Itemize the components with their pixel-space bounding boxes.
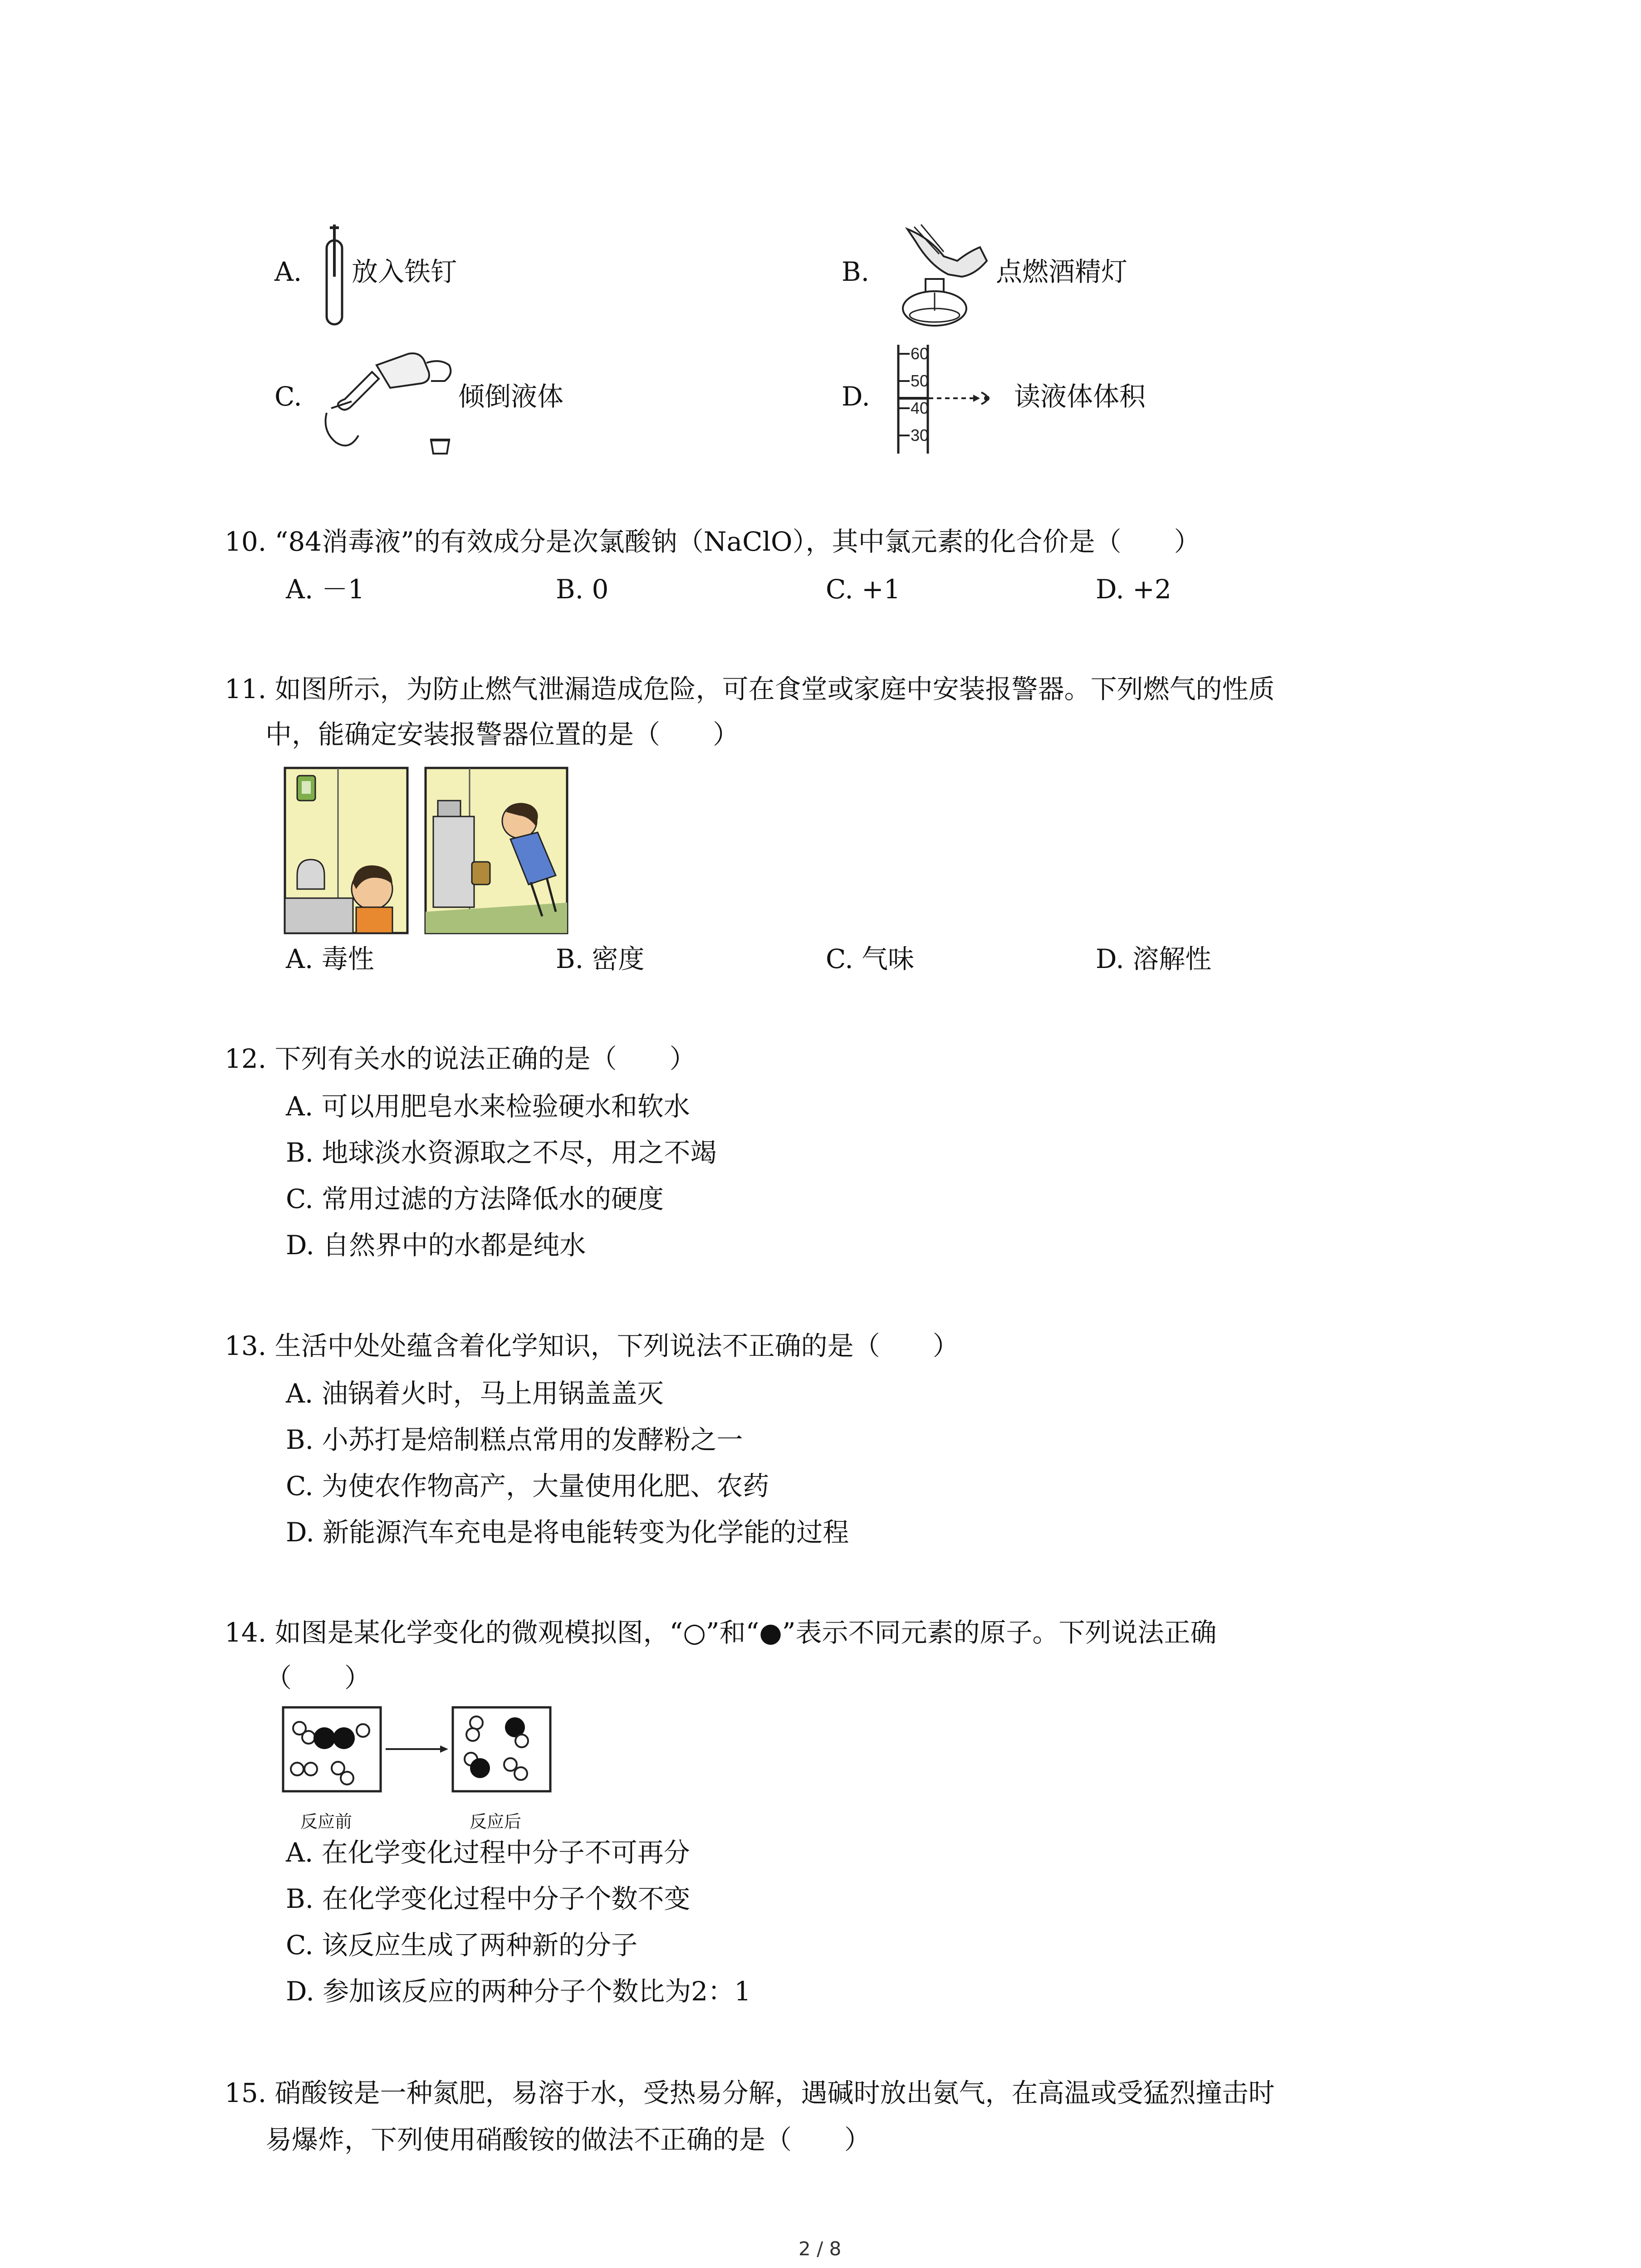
graduated-cylinder-icon — [887, 340, 1005, 458]
question-stem: 13. 生活中处处蕴含着化学知识，下列说法不正确的是（ ） — [225, 1330, 959, 1361]
option-letter: C. — [274, 381, 302, 412]
reaction-model-diagram — [281, 1706, 554, 1796]
alcohol-lamp-icon — [889, 220, 994, 333]
gas-alarm-illustration — [284, 767, 569, 934]
option-b: B. 在化学变化过程中分子个数不变 — [286, 1883, 691, 1914]
tick-label: 40 — [911, 399, 929, 417]
option-text: 倾倒液体 — [458, 381, 564, 412]
option-letter: A. — [274, 256, 302, 287]
tick-label: 60 — [911, 344, 929, 363]
option-b: B. 地球淡水资源取之不尽，用之不竭 — [286, 1137, 717, 1168]
option-letter: B. — [842, 256, 870, 287]
question-stem-line-2: （ ） — [265, 1662, 371, 1693]
option-b: B. 小苏打是焙制糕点常用的发酵粉之一 — [286, 1424, 743, 1455]
option-text: 放入铁钉 — [352, 256, 457, 287]
option-d: D. 参加该反应的两种分子个数比为2：1 — [286, 1976, 751, 2007]
option-b: B. 密度 — [556, 943, 645, 974]
question-stem: 12. 下列有关水的说法正确的是（ ） — [225, 1043, 696, 1074]
option-text: 读液体体积 — [1014, 381, 1146, 412]
option-c: C. +1 — [826, 574, 901, 605]
question-stem-line-2: 易爆炸，下列使用硝酸铵的做法不正确的是（ ） — [265, 2124, 871, 2155]
option-a: A. 油锅着火时，马上用锅盖盖灭 — [286, 1378, 664, 1409]
caption-before: 反应前 — [300, 1812, 353, 1832]
option-c: C. 气味 — [826, 943, 915, 974]
option-d: D. 自然界中的水都是纯水 — [286, 1230, 586, 1261]
option-a: A. 可以用肥皂水来检验硬水和软水 — [286, 1091, 690, 1122]
caption-after: 反应后 — [470, 1812, 522, 1832]
pouring-liquid-icon — [318, 345, 454, 458]
option-d: D. 新能源汽车充电是将电能转变为化学能的过程 — [286, 1517, 849, 1548]
question-stem: 10. “84消毒液”的有效成分是次氯酸钠（NaClO），其中氯元素的化合价是（ ） — [225, 526, 1200, 557]
question-stem-line-2: 中，能确定安装报警器位置的是（ ） — [265, 719, 740, 750]
test-tube-nail-icon — [318, 222, 354, 331]
question-stem-line-1: 14. 如图是某化学变化的微观模拟图，“○”和“●”表示不同元素的原子。下列说法正确 — [225, 1617, 1217, 1648]
question-stem-line-1: 15. 硝酸铵是一种氮肥，易溶于水，受热易分解，遇碱时放出氨气，在高温或受猛烈撞击时 — [225, 2077, 1275, 2108]
option-d: D. +2 — [1096, 574, 1171, 605]
question-stem-line-1: 11. 如图所示，为防止燃气泄漏造成危险，可在食堂或家庭中安装报警器。下列燃气的性质 — [225, 674, 1275, 704]
option-c: C. 常用过滤的方法降低水的硬度 — [286, 1183, 664, 1214]
option-c: C. 该反应生成了两种新的分子 — [286, 1930, 638, 1960]
tick-label: 30 — [911, 426, 929, 445]
option-a: A. 在化学变化过程中分子不可再分 — [286, 1837, 690, 1868]
option-a: A. －1 — [286, 574, 365, 605]
option-c: C. 为使农作物高产，大量使用化肥、农药 — [286, 1471, 769, 1501]
tick-label: 50 — [911, 371, 929, 390]
option-d: D. 溶解性 — [1096, 943, 1212, 974]
page-number: 2 / 8 — [798, 2238, 842, 2260]
option-text: 点燃酒精灯 — [996, 256, 1128, 287]
option-b: B. 0 — [556, 574, 609, 605]
option-a: A. 毒性 — [286, 943, 374, 974]
option-letter: D. — [842, 381, 870, 412]
